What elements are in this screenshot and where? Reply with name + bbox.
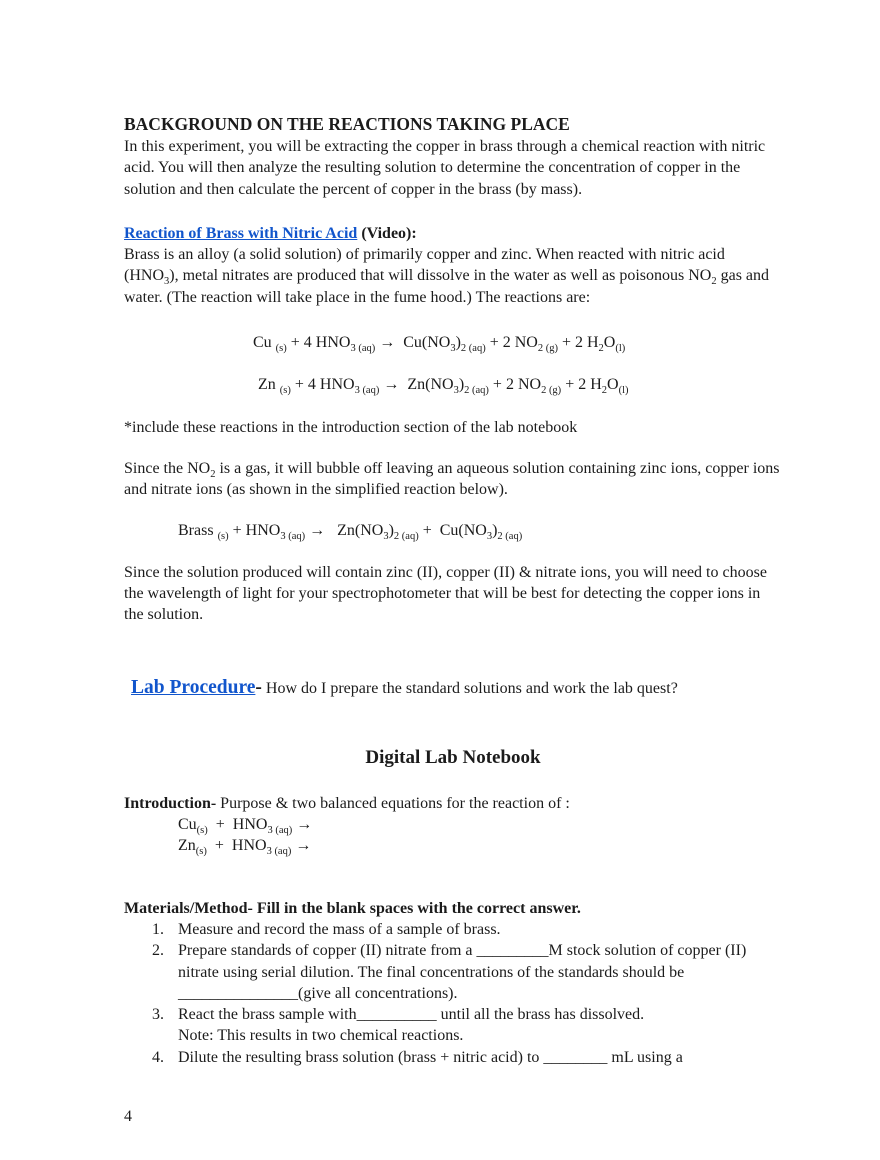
- page-content: [124, 112, 782, 1068]
- background-intro-paragraph: In this experiment, you will be extracting the copper in brass through a chemical reaction with nitric acid. You will then analyze the resulting solution to determine the concentration of copper in the solution and then calculate the percent of copper in the brass (by mass).: [124, 138, 766, 198]
- materials-method-instruction: Fill in the blank spaces with the correct answer.: [252, 899, 581, 917]
- step-2-text: Prepare standards of copper (II) nitrate from a _________M stock solution of copper (II) nitrate using serial dilution. The final concentrations of the standards should be _______________(give all concentrations).: [178, 942, 747, 1002]
- step-2: [124, 940, 782, 1004]
- equation-zn-nitric-acid: Zn $_{(s)}$ + 4 $HNO_{3 (aq)} \to Zn(NO_3)_{2 (aq)} + 2$ $NO_{2 (g)} + 2$ $H_2O_{(l)}$: [258, 376, 629, 397]
- materials-method-line: [124, 898, 782, 919]
- reaction-link-line: [124, 223, 782, 244]
- introduction-text: Purpose & two balanced equations for the reaction of :: [216, 794, 570, 812]
- step-1-number: 1.: [152, 920, 164, 938]
- materials-method-label: Materials/Method-: [124, 899, 253, 917]
- step-3-number: 3.: [152, 1006, 164, 1024]
- lab-procedure-line: [131, 675, 782, 702]
- reaction-link-suffix: (Video):: [357, 224, 417, 242]
- equation-brass-simplified: Brass $_{(s)} + HNO_{3 (aq)} \to Zn(NO_3)_{2 (aq)} + Cu(NO_3)_{2 (aq)}$: [178, 521, 523, 542]
- step-4-number: 4.: [152, 1048, 164, 1066]
- step-3-note: Note: This results in two chemical reactions.: [178, 1027, 464, 1045]
- materials-steps-list: [124, 919, 782, 1068]
- include-reactions-note: *include these reactions in the introduction section of the lab notebook: [124, 418, 578, 436]
- step-3-main: React the brass sample with__________ until all the brass has dissolved.: [178, 1006, 645, 1024]
- no2-gas-paragraph: Since the $NO_2$ is a gas, it will bubble off leaving an aqueous solution containing zinc ions, copper ions and nitrate ions (as shown in the simplified reaction below).: [124, 459, 780, 499]
- step-4: [124, 1047, 782, 1068]
- brass-alloy-paragraph: Brass is an alloy (a solid solution) of primarily copper and zinc. When reacted with nitric acid $(HNO_3)$, metal nitrates are produced that will dissolve in the water as well as poisonous $NO_2$ gas and water. (The reaction will take place in the fume hood.) The reactions are:: [124, 246, 770, 306]
- equation-cu-nitric-acid: Cu $_{(s)}$ + 4 $HNO_{3 (aq)} \to Cu(NO_3)_{2 (aq)} + 2$ $NO_{2 (g)} + 2$ $H_2O_{(l)}$: [253, 334, 626, 355]
- intro-equation-cu: $Cu_{(s)} + HNO_{3 (aq)}$ →: [178, 816, 313, 837]
- step-3: [124, 1004, 782, 1047]
- section-heading-background: BACKGROUND ON THE REACTIONS TAKING PLACE: [124, 114, 570, 134]
- lab-procedure-question: How do I prepare the standard solutions and work the lab quest?: [261, 679, 678, 697]
- reaction-video-link[interactable]: Reaction of Brass with Nitric Acid: [124, 224, 358, 242]
- digital-lab-notebook-title: Digital Lab Notebook: [365, 746, 541, 768]
- lab-procedure-link[interactable]: Lab Procedure: [131, 676, 256, 698]
- step-2-number: 2.: [152, 942, 164, 960]
- step-3-text: [178, 1004, 782, 1047]
- step-1-text: Measure and record the mass of a sample of brass.: [178, 920, 501, 938]
- page-number: 4: [124, 1108, 132, 1125]
- step-1: [124, 919, 782, 940]
- step-4-text: Dilute the resulting brass solution (brass + nitric acid) to ________ mL using a: [178, 1048, 683, 1066]
- wavelength-paragraph: Since the solution produced will contain zinc (II), copper (II) & nitrate ions, you will need to choose the wavelength of light for your spectrophotometer that will be best for detecting the copper ions in the solution.: [124, 563, 767, 624]
- introduction-label: Introduction-: [124, 794, 217, 812]
- introduction-line: [124, 793, 782, 814]
- intro-equation-zn: $Zn_{(s)} + HNO_{3 (aq)}$ →: [178, 837, 312, 858]
- lab-procedure-dash: -: [255, 676, 262, 698]
